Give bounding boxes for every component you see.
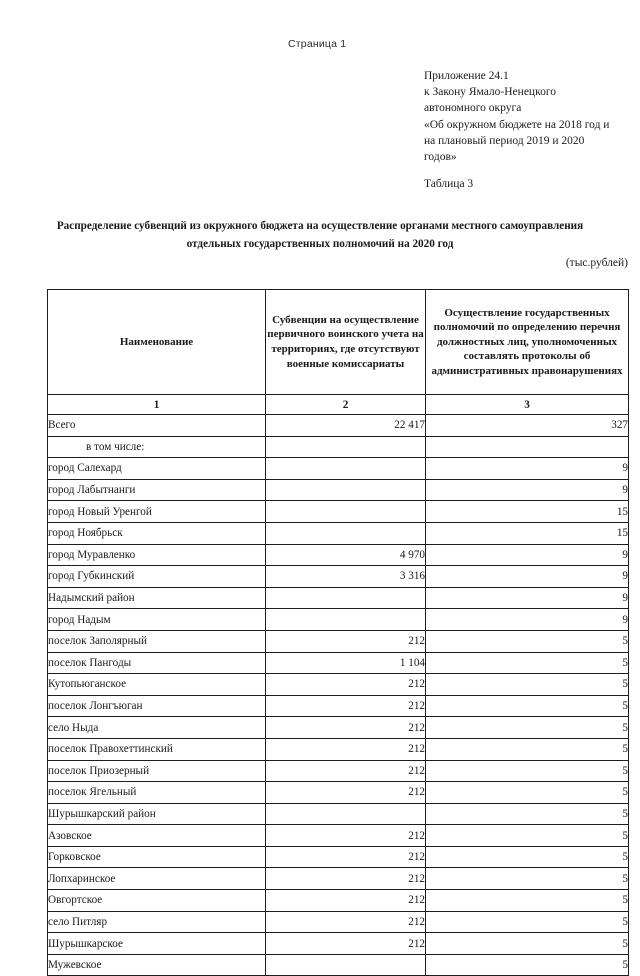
table-row bbox=[48, 760, 629, 782]
column-number-3: 3 bbox=[426, 395, 629, 415]
table-row bbox=[48, 695, 629, 717]
row-value-col3 bbox=[426, 436, 629, 458]
row-name: поселок Правохеттинский bbox=[48, 738, 266, 760]
table-row bbox=[48, 782, 629, 804]
table-row bbox=[48, 415, 629, 437]
row-value-col3: 5 bbox=[426, 803, 629, 825]
row-value-col2: 212 bbox=[266, 630, 426, 652]
table-row bbox=[48, 890, 629, 912]
column-header-military-registration-subvention: Субвенции на осуществление первичного воинского учета на территориях, где отсутствуют военные комиссариаты bbox=[266, 290, 426, 395]
row-name: Надымский район bbox=[48, 587, 266, 609]
row-value-col2 bbox=[266, 501, 426, 523]
row-value-col3: 5 bbox=[426, 825, 629, 847]
table-row bbox=[48, 803, 629, 825]
row-value-col3: 9 bbox=[426, 587, 629, 609]
row-value-col2: 1 104 bbox=[266, 652, 426, 674]
row-value-col2: 212 bbox=[266, 825, 426, 847]
row-value-col2: 212 bbox=[266, 846, 426, 868]
row-value-col2: 212 bbox=[266, 933, 426, 955]
table-row bbox=[48, 738, 629, 760]
table-row bbox=[48, 868, 629, 890]
row-name: Шурышкарский район bbox=[48, 803, 266, 825]
row-value-col3: 5 bbox=[426, 717, 629, 739]
row-name: Овгортское bbox=[48, 890, 266, 912]
table-row bbox=[48, 825, 629, 847]
row-name: в том числе: bbox=[48, 436, 266, 458]
row-name: поселок Заполярный bbox=[48, 630, 266, 652]
row-value-col3: 9 bbox=[426, 458, 629, 480]
row-name: поселок Лонгъюган bbox=[48, 695, 266, 717]
table-row bbox=[48, 544, 629, 566]
budget-allocation-table bbox=[47, 289, 629, 976]
row-value-col3: 5 bbox=[426, 933, 629, 955]
row-value-col3: 5 bbox=[426, 782, 629, 804]
reference-line-4: на плановый период 2019 и 2020 bbox=[424, 134, 585, 147]
row-name: город Ноябрьск bbox=[48, 522, 266, 544]
row-name: город Лабытнанги bbox=[48, 479, 266, 501]
table-row bbox=[48, 501, 629, 523]
row-name: город Новый Уренгой bbox=[48, 501, 266, 523]
row-name: поселок Пангоды bbox=[48, 652, 266, 674]
row-value-col2 bbox=[266, 436, 426, 458]
table-body bbox=[48, 415, 629, 976]
units-label: (тыс.рублей) bbox=[565, 257, 628, 269]
row-value-col3: 5 bbox=[426, 868, 629, 890]
row-value-col3: 9 bbox=[426, 544, 629, 566]
row-value-col2 bbox=[266, 479, 426, 501]
row-name: Лопхаринское bbox=[48, 868, 266, 890]
column-header-administrative-offences-powers: Осуществление государственных полномочий по определению перечня должностных лиц, уполномоченных составлять протоколы об административных правонарушениях bbox=[426, 290, 629, 395]
reference-line-3: «Об окружном бюджете на 2018 год и bbox=[424, 118, 610, 131]
row-value-col3: 5 bbox=[426, 760, 629, 782]
row-value-col2: 212 bbox=[266, 717, 426, 739]
row-name: город Муравленко bbox=[48, 544, 266, 566]
row-value-col3: 5 bbox=[426, 890, 629, 912]
row-value-col2: 212 bbox=[266, 911, 426, 933]
reference-line-0: Приложение 24.1 bbox=[424, 70, 509, 82]
page-label: Страница 1 bbox=[288, 38, 347, 50]
row-value-col3: 5 bbox=[426, 630, 629, 652]
row-name: село Ныда bbox=[48, 717, 266, 739]
row-value-col3: 5 bbox=[426, 911, 629, 933]
row-name: село Питляр bbox=[48, 911, 266, 933]
table-row bbox=[48, 609, 629, 631]
row-value-col2 bbox=[266, 458, 426, 480]
table-row bbox=[48, 674, 629, 696]
table-row bbox=[48, 652, 629, 674]
table-row bbox=[48, 717, 629, 739]
row-name: город Губкинский bbox=[48, 566, 266, 588]
row-value-col2: 212 bbox=[266, 760, 426, 782]
row-value-col2 bbox=[266, 587, 426, 609]
row-value-col2: 212 bbox=[266, 695, 426, 717]
row-value-col3: 15 bbox=[426, 522, 629, 544]
row-value-col2 bbox=[266, 522, 426, 544]
row-value-col3: 9 bbox=[426, 479, 629, 501]
row-name: город Надым bbox=[48, 609, 266, 631]
row-value-col3: 5 bbox=[426, 954, 629, 976]
table-row bbox=[48, 479, 629, 501]
row-value-col3: 15 bbox=[426, 501, 629, 523]
row-name: Шурышкарское bbox=[48, 933, 266, 955]
row-value-col3: 5 bbox=[426, 738, 629, 760]
row-value-col3: 9 bbox=[426, 566, 629, 588]
reference-line-5: годов» bbox=[424, 151, 457, 164]
row-name: Азовское bbox=[48, 825, 266, 847]
table-row bbox=[48, 954, 629, 976]
column-number-2: 2 bbox=[266, 395, 426, 415]
reference-line-2: автономного округа bbox=[424, 102, 522, 115]
table-row bbox=[48, 846, 629, 868]
row-value-col2: 3 316 bbox=[266, 566, 426, 588]
column-number-1: 1 bbox=[48, 395, 266, 415]
row-name: Горковское bbox=[48, 846, 266, 868]
table-row bbox=[48, 522, 629, 544]
table-row bbox=[48, 436, 629, 458]
table-row bbox=[48, 911, 629, 933]
row-name: Кутопьюганское bbox=[48, 674, 266, 696]
row-value-col2: 212 bbox=[266, 738, 426, 760]
row-name: город Салехард bbox=[48, 458, 266, 480]
row-value-col3: 5 bbox=[426, 846, 629, 868]
row-value-col2: 4 970 bbox=[266, 544, 426, 566]
row-value-col2 bbox=[266, 609, 426, 631]
table-number-label: Таблица 3 bbox=[424, 178, 474, 190]
row-value-col2: 212 bbox=[266, 890, 426, 912]
column-header-name: Наименование bbox=[48, 290, 266, 395]
row-value-col3: 5 bbox=[426, 695, 629, 717]
row-value-col2 bbox=[266, 954, 426, 976]
row-value-col3: 327 bbox=[426, 415, 629, 437]
row-name: Всего bbox=[48, 415, 266, 437]
table-header-row bbox=[48, 290, 629, 395]
row-value-col2: 212 bbox=[266, 674, 426, 696]
row-value-col2: 212 bbox=[266, 868, 426, 890]
table-row bbox=[48, 587, 629, 609]
document-title: Распределение субвенций из окружного бюджета на осуществление органами местного самоуправления отдельных государственных полномочий на 2020 год bbox=[56, 220, 584, 250]
row-name: поселок Ягельный bbox=[48, 782, 266, 804]
row-name: Мужевское bbox=[48, 954, 266, 976]
row-value-col3: 9 bbox=[426, 609, 629, 631]
table-row bbox=[48, 566, 629, 588]
table-row bbox=[48, 933, 629, 955]
row-value-col2 bbox=[266, 803, 426, 825]
row-value-col3: 5 bbox=[426, 652, 629, 674]
row-value-col2: 22 417 bbox=[266, 415, 426, 437]
table-row bbox=[48, 630, 629, 652]
reference-block bbox=[424, 68, 634, 165]
row-value-col3: 5 bbox=[426, 674, 629, 696]
row-name: поселок Приозерный bbox=[48, 760, 266, 782]
table-row bbox=[48, 458, 629, 480]
reference-line-1: к Закону Ямало-Ненецкого bbox=[424, 86, 557, 99]
column-number-row bbox=[48, 395, 629, 415]
row-value-col2: 212 bbox=[266, 782, 426, 804]
